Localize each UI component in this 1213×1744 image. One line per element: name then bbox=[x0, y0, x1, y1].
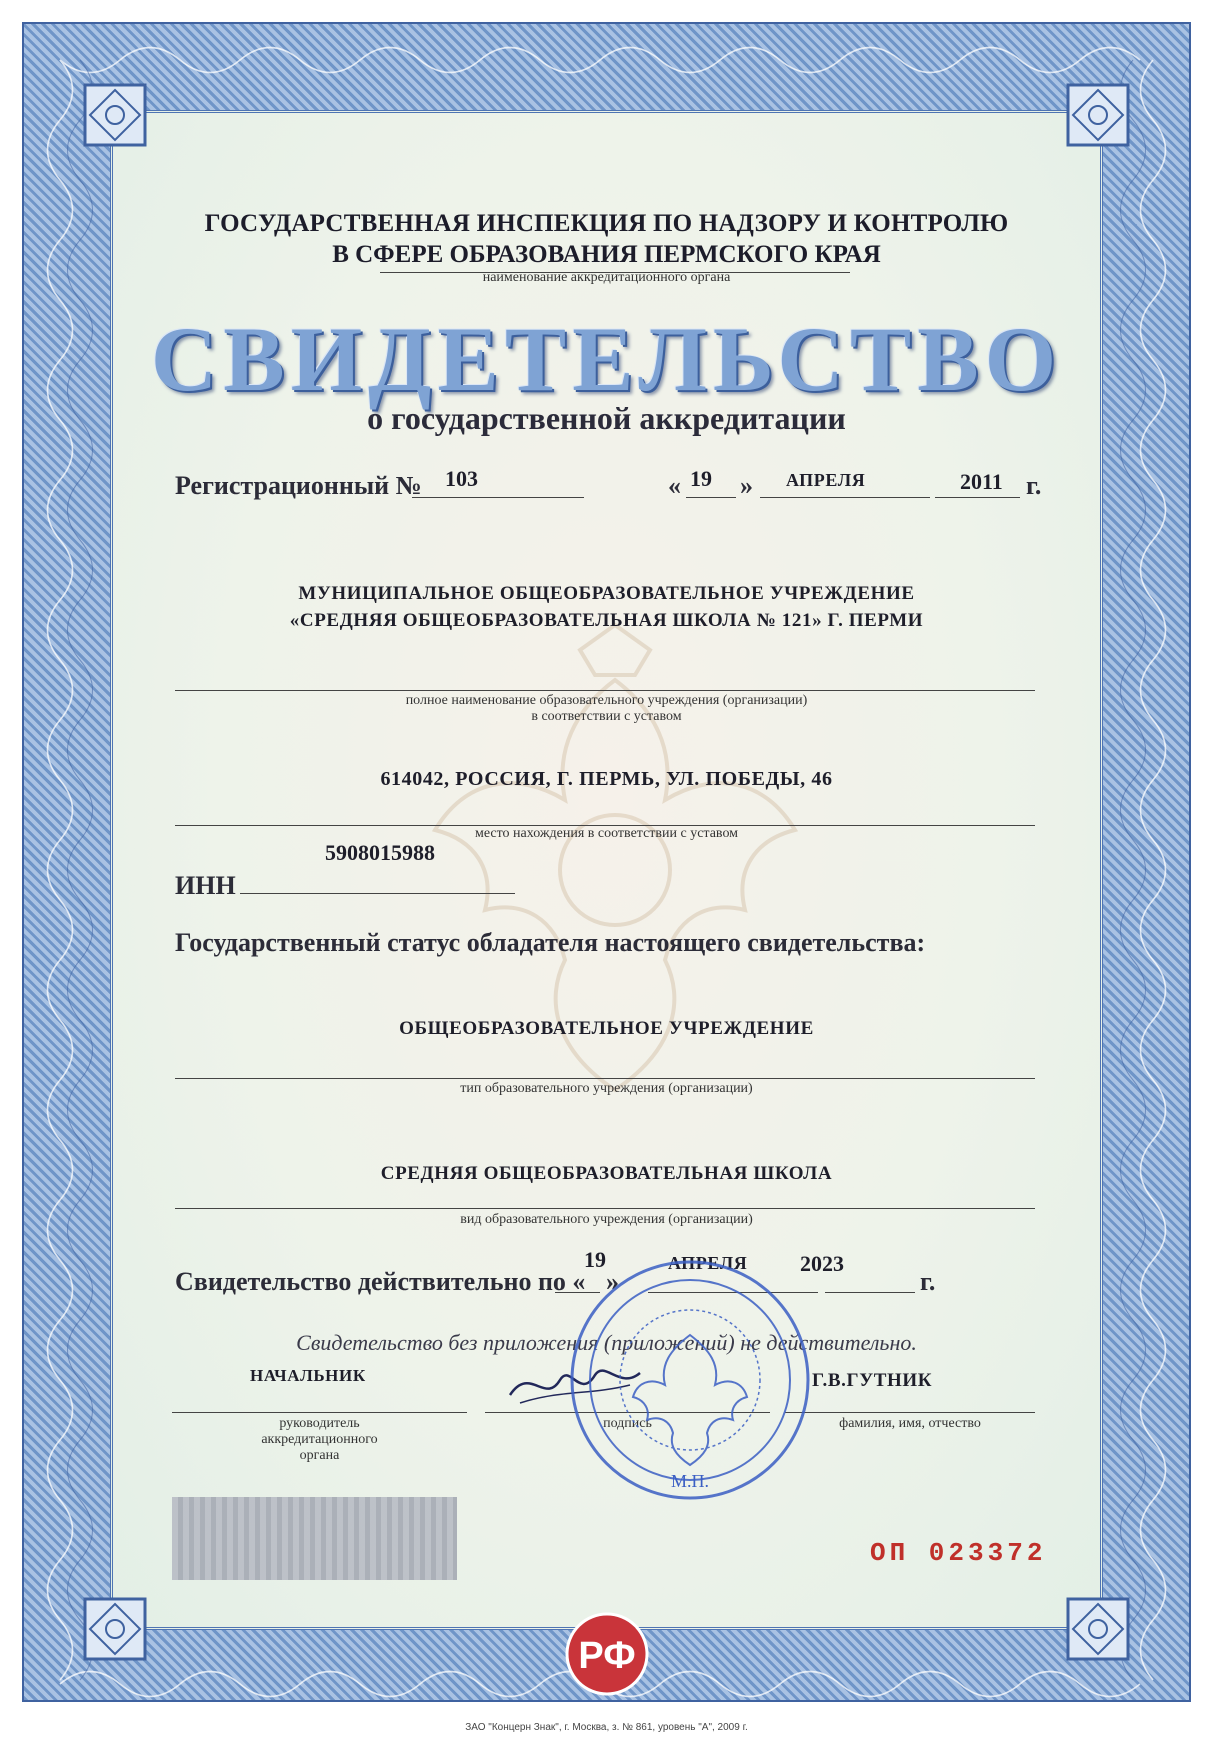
seal-mark: М.П. bbox=[670, 1471, 710, 1491]
rf-logo-text: РФ bbox=[578, 1635, 636, 1677]
authority-name-line1: ГОСУДАРСТВЕННАЯ ИНСПЕКЦИЯ ПО НАДЗОРУ И КОНТРОЛЮ bbox=[204, 210, 1009, 237]
institution-type-caption: тип образовательного учреждения (организации) bbox=[460, 1081, 753, 1096]
validity-label: Свидетельство действительно по « bbox=[175, 1267, 586, 1296]
position-caption-line1: руководитель bbox=[279, 1416, 360, 1431]
validity-day: 19 bbox=[584, 1247, 606, 1272]
institution-address: 614042, РОССИЯ, Г. ПЕРМЬ, УЛ. ПОБЕДЫ, 46 bbox=[380, 768, 833, 790]
registration-label: Регистрационный № bbox=[175, 471, 422, 500]
validity-year-suffix: г. bbox=[920, 1267, 936, 1296]
name-underline bbox=[785, 1412, 1035, 1413]
signatory-position: НАЧАЛЬНИК bbox=[250, 1366, 366, 1385]
institution-name-caption-line2: в соответствии с уставом bbox=[531, 709, 682, 724]
position-caption-line3: органа bbox=[299, 1448, 340, 1463]
corner-ornament-icon bbox=[80, 80, 150, 150]
authority-name-line2: В СФЕРЕ ОБРАЗОВАНИЯ ПЕРМСКОГО КРАЯ bbox=[332, 241, 881, 268]
registration-month-underline bbox=[760, 497, 930, 498]
validity-close-quote: » bbox=[606, 1267, 619, 1296]
inn-underline bbox=[240, 893, 515, 894]
official-seal-icon bbox=[565, 1255, 815, 1505]
institution-kind: СРЕДНЯЯ ОБЩЕОБРАЗОВАТЕЛЬНАЯ ШКОЛА bbox=[380, 1163, 833, 1184]
certificate-title: СВИДЕТЕЛЬСТВО bbox=[150, 308, 1063, 410]
registration-year-underline bbox=[935, 497, 1020, 498]
signature-caption: подпись bbox=[603, 1416, 652, 1431]
registration-number: 103 bbox=[445, 466, 478, 491]
validity-month: АПРЕЛЯ bbox=[668, 1253, 748, 1273]
corner-ornament-icon bbox=[1063, 1594, 1133, 1664]
registration-year: 2011 bbox=[960, 469, 1003, 494]
registration-year-suffix: г. bbox=[1026, 471, 1042, 500]
corner-ornament-icon bbox=[80, 1594, 150, 1664]
registration-open-quote: « bbox=[668, 471, 681, 500]
inn-label: ИНН bbox=[175, 871, 236, 900]
position-underline bbox=[172, 1412, 467, 1413]
validity-year: 2023 bbox=[800, 1251, 844, 1276]
registration-number-underline bbox=[412, 497, 584, 498]
institution-kind-caption: вид образовательного учреждения (организации) bbox=[460, 1212, 753, 1227]
signatory-name: Г.В.ГУТНИК bbox=[812, 1370, 933, 1391]
certificate-subtitle: о государственной аккредитации bbox=[367, 400, 846, 436]
security-hologram-block bbox=[172, 1497, 457, 1580]
attachment-note: Свидетельство без приложения (приложений) не действительно. bbox=[296, 1330, 917, 1355]
institution-type: ОБЩЕОБРАЗОВАТЕЛЬНОЕ УЧРЕЖДЕНИЕ bbox=[399, 1018, 814, 1039]
institution-name-line1: МУНИЦИПАЛЬНОЕ ОБЩЕОБРАЗОВАТЕЛЬНОЕ УЧРЕЖДЕНИЕ bbox=[298, 583, 915, 604]
rf-logo-icon bbox=[565, 1612, 649, 1696]
institution-type-underline bbox=[175, 1078, 1035, 1079]
institution-kind-underline bbox=[175, 1208, 1035, 1209]
registration-day-underline bbox=[686, 497, 736, 498]
serial-number: ОП 023372 bbox=[870, 1538, 1047, 1568]
position-caption-line2: аккредитационного bbox=[261, 1432, 378, 1447]
printer-footer: ЗАО "Концерн Знак", г. Москва, з. № 861, уровень "А", 2009 г. bbox=[465, 1722, 748, 1733]
institution-name-caption-line1: полное наименование образовательного учреждения (организации) bbox=[405, 693, 808, 708]
authority-caption: наименование аккредитационного органа bbox=[482, 270, 731, 285]
registration-close-quote: » bbox=[740, 471, 753, 500]
corner-ornament-icon bbox=[1063, 80, 1133, 150]
registration-day: 19 bbox=[690, 466, 712, 491]
status-heading: Государственный статус обладателя настоящего свидетельства: bbox=[175, 928, 926, 957]
address-caption: место нахождения в соответствии с уставом bbox=[474, 826, 739, 841]
registration-month: АПРЕЛЯ bbox=[786, 470, 866, 490]
name-caption: фамилия, имя, отчество bbox=[839, 1416, 981, 1431]
institution-name-line2: «СРЕДНЯЯ ОБЩЕОБРАЗОВАТЕЛЬНАЯ ШКОЛА № 121» Г. ПЕРМИ bbox=[289, 610, 924, 631]
validity-year-underline bbox=[825, 1292, 915, 1293]
institution-name-underline bbox=[175, 690, 1035, 691]
inn-value: 5908015988 bbox=[325, 840, 435, 865]
